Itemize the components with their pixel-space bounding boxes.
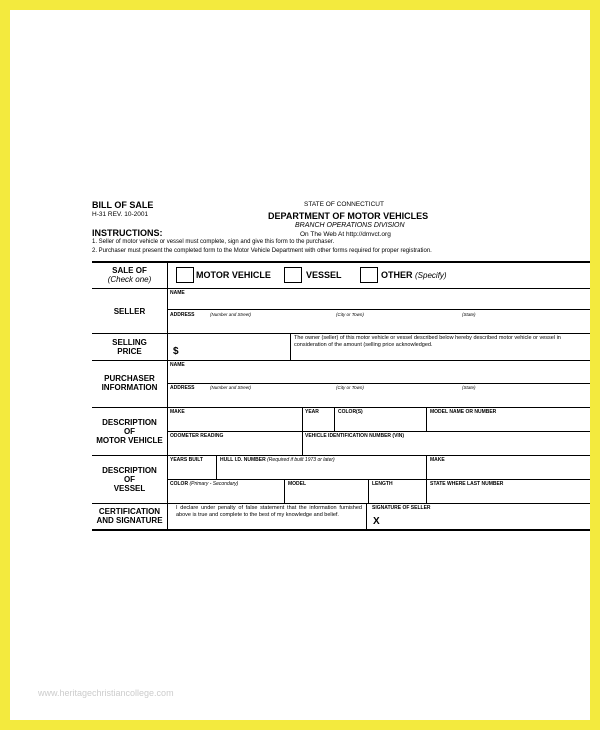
watermark-text: www.heritagechristiancollege.com — [38, 688, 174, 698]
seller-state-hint: (State) — [462, 312, 476, 317]
signature-label: SIGNATURE OF SELLER — [372, 505, 431, 511]
divider — [168, 309, 590, 310]
divider — [92, 529, 590, 531]
vehicle-model-label: MODEL NAME OR NUMBER — [430, 409, 497, 415]
purchaser-name-label: NAME — [170, 362, 185, 368]
divider — [168, 383, 590, 384]
department-name: DEPARTMENT OF MOTOR VEHICLES — [268, 211, 429, 221]
currency-symbol: $ — [173, 346, 179, 357]
years-built-label: YEARS BUILT — [170, 457, 203, 463]
instruction-item: 2. Purchaser must present the completed form to the Motor Vehicle Department with other forms required for proper registration. — [92, 248, 432, 254]
purchaser-state-hint: (State) — [462, 385, 476, 390]
seller-address-label: ADDRESS — [170, 312, 195, 318]
motor-vehicle-option: MOTOR VEHICLE — [196, 270, 271, 280]
sale-of-label: SALE OF (Check one) — [107, 266, 152, 284]
cell-divider — [426, 455, 427, 479]
odometer-label: ODOMETER READING — [170, 433, 224, 439]
cell-divider — [216, 455, 217, 479]
vessel-checkbox[interactable] — [284, 267, 302, 283]
vessel-color-label: COLOR (Primary - Secondary) — [170, 481, 239, 487]
vessel-length-label: LENGTH — [372, 481, 393, 487]
state-last-number-label: STATE WHERE LAST NUMBER — [430, 481, 504, 487]
divider — [168, 431, 590, 432]
cell-divider — [284, 479, 285, 503]
motor-vehicle-checkbox[interactable] — [176, 267, 194, 283]
seller-street-hint: (Number and Street) — [210, 312, 252, 317]
form-number: H-31 REV. 10-2001 — [92, 211, 149, 218]
cell-divider — [368, 479, 369, 503]
cell-divider — [366, 503, 367, 529]
seller-city-hint: (City or Town) — [336, 312, 364, 317]
instruction-item: 1. Seller of motor vehicle or vessel must complete, sign and give this form to the purchaser. — [92, 239, 335, 245]
certification-statement: I declare under penalty of false statement that the information furnished above is true and complete to the best of my knowledge and belief. — [176, 505, 362, 518]
seller-label: SELLER — [113, 307, 146, 316]
instructions-heading: INSTRUCTIONS: — [92, 228, 163, 238]
vehicle-make-label: MAKE — [170, 409, 185, 415]
vessel-model-label: MODEL — [288, 481, 307, 487]
purchaser-street-hint: (Number and Street) — [210, 385, 252, 390]
certification-label: CERTIFICATION AND SIGNATURE — [96, 507, 163, 525]
form-page — [10, 10, 590, 720]
purchaser-address-label: ADDRESS — [170, 385, 195, 391]
cell-divider — [426, 407, 427, 431]
cell-divider — [334, 407, 335, 431]
purchaser-label: PURCHASER INFORMATION — [101, 374, 158, 392]
vessel-label: DESCRIPTION OF VESSEL — [102, 466, 157, 493]
vessel-make-label: MAKE — [430, 457, 445, 463]
state-name: STATE OF CONNECTICUT — [304, 201, 384, 208]
other-option: OTHER (Specify) — [381, 270, 447, 280]
form-title: BILL OF SALE — [92, 200, 154, 210]
cell-divider — [426, 479, 427, 503]
web-address: On The Web At http://dmvct.org — [300, 231, 391, 238]
cell-divider — [302, 407, 303, 431]
vehicle-color-label: COLOR(S) — [338, 409, 363, 415]
signature-mark: X — [373, 516, 380, 527]
vehicle-year-label: YEAR — [305, 409, 319, 415]
selling-price-statement: The owner (seller) of this motor vehicle or vessel described below hereby described motor vehicle or vessel in consideration of the amount (selling price acknowledged. — [294, 335, 561, 348]
motor-vehicle-label: DESCRIPTION OF MOTOR VEHICLE — [96, 418, 163, 445]
vin-label: VEHICLE IDENTIFICATION NUMBER (VIN) — [305, 433, 405, 439]
divider — [168, 479, 590, 480]
purchaser-city-hint: (City or Town) — [336, 385, 364, 390]
hull-id-label: HULL I.D. NUMBER (Required if built 1973 or later) — [220, 457, 335, 463]
vessel-option: VESSEL — [306, 270, 342, 280]
selling-price-label: SELLING PRICE — [112, 338, 147, 356]
division-name: BRANCH OPERATIONS DIVISION — [295, 222, 405, 229]
cell-divider — [290, 333, 291, 360]
seller-name-label: NAME — [170, 290, 185, 296]
cell-divider — [302, 431, 303, 455]
other-checkbox[interactable] — [360, 267, 378, 283]
label-column-divider — [167, 261, 168, 529]
